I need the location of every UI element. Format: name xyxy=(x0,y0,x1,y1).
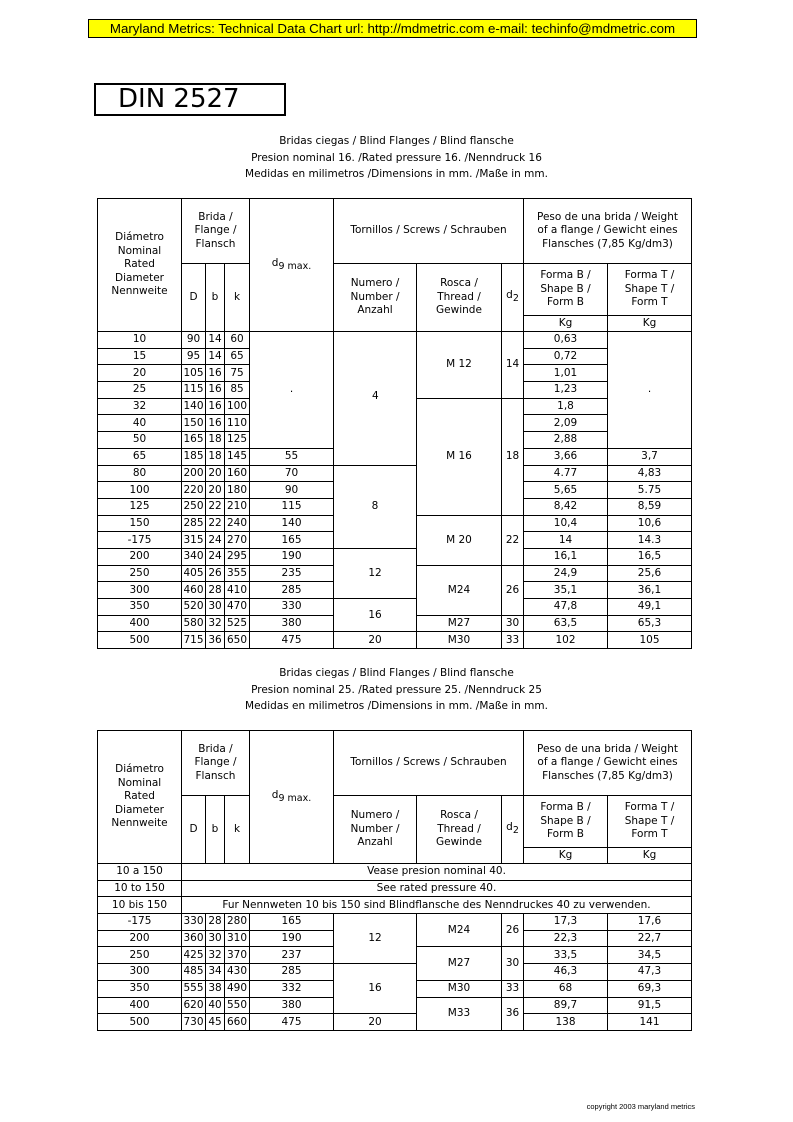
header-bar: Maryland Metrics: Technical Data Chart url: http://mdmetric.com e-mail: techinfo@mdmetric.com xyxy=(88,19,697,38)
cell-D: 340 xyxy=(182,548,206,565)
cell-k: 660 xyxy=(225,1014,250,1031)
cell-k: 650 xyxy=(225,632,250,649)
cell-D: 580 xyxy=(182,615,206,632)
cell-b: 18 xyxy=(206,448,225,465)
hdr-form-b: Forma B / Shape B / Form B xyxy=(524,796,608,848)
cell-D: 715 xyxy=(182,632,206,649)
cell-form-b: 8,42 xyxy=(524,498,608,515)
cell-form-t: 8,59 xyxy=(608,498,692,515)
cell-D: 220 xyxy=(182,482,206,499)
cell-dn: 150 xyxy=(98,515,182,532)
cell-number: 12 xyxy=(334,914,417,964)
cell-form-b: 4.77 xyxy=(524,465,608,482)
cell-k: 490 xyxy=(225,980,250,997)
cell-b: 24 xyxy=(206,532,225,549)
cell-D: 140 xyxy=(182,398,206,415)
hdr-flange: Brida / Flange / Flansch xyxy=(182,199,250,264)
pn25-table xyxy=(97,730,692,1031)
cell-d9: 285 xyxy=(250,964,334,981)
cell-form-b: 14 xyxy=(524,532,608,549)
note-cell: Fur Nennweten 10 bis 150 sind Blindflansche des Nenndruckes 40 zu verwenden. xyxy=(182,897,692,914)
cell-d2: 30 xyxy=(502,615,524,632)
hdr-thread: Rosca / Thread / Gewinde xyxy=(417,264,502,332)
cell-k: 60 xyxy=(225,332,250,349)
cell-b: 38 xyxy=(206,980,225,997)
cell-dn: 80 xyxy=(98,465,182,482)
cell-form-t: 4,83 xyxy=(608,465,692,482)
cell-d9: 237 xyxy=(250,947,334,964)
cell-d2: 30 xyxy=(502,947,524,980)
cell-D: 330 xyxy=(182,914,206,931)
note-cell: Vease presion nominal 40. xyxy=(182,864,692,881)
cell-form-b: 10,4 xyxy=(524,515,608,532)
cell-k: 210 xyxy=(225,498,250,515)
cell-d2: 18 xyxy=(502,398,524,515)
cell-form-t: 22,7 xyxy=(608,930,692,947)
cell-dn: 500 xyxy=(98,632,182,649)
cell-b: 28 xyxy=(206,582,225,599)
caption-line: Medidas en milimetros /Dimensions in mm. /Maße in mm. xyxy=(245,700,548,712)
cell-form-b: 1,01 xyxy=(524,365,608,382)
cell-b: 20 xyxy=(206,465,225,482)
cell-form-b: 63,5 xyxy=(524,615,608,632)
cell-thread: M 20 xyxy=(417,515,502,565)
hdr-diameter: Diámetro Nominal Rated Diameter Nennweite xyxy=(98,731,182,864)
cell-number: 20 xyxy=(334,1014,417,1031)
cell-k: 270 xyxy=(225,532,250,549)
cell-form-t: 36,1 xyxy=(608,582,692,599)
cell-thread: M30 xyxy=(417,632,502,649)
cell-d9: 332 xyxy=(250,980,334,997)
caption-line: Medidas en milimetros /Dimensions in mm. /Maße in mm. xyxy=(245,168,548,180)
cell-d2: 33 xyxy=(502,980,524,997)
cell-thread: M 12 xyxy=(417,332,502,399)
cell-number: 20 xyxy=(334,632,417,649)
cell-dn: 50 xyxy=(98,432,182,449)
cell-thread: M 16 xyxy=(417,398,502,515)
cell-k: 145 xyxy=(225,448,250,465)
cell-D: 105 xyxy=(182,365,206,382)
cell-d9: 115 xyxy=(250,498,334,515)
cell-d9: 380 xyxy=(250,997,334,1014)
cell-form-b: 89,7 xyxy=(524,997,608,1014)
cell-form-b: 35,1 xyxy=(524,582,608,599)
cell-form-b: 47,8 xyxy=(524,599,608,616)
caption-line: Bridas ciegas / Blind Flanges / Blind flansche xyxy=(279,135,514,147)
cell-k: 355 xyxy=(225,565,250,582)
cell-k: 525 xyxy=(225,615,250,632)
cell-d2: 36 xyxy=(502,997,524,1030)
cell-form-t: 17,6 xyxy=(608,914,692,931)
cell-b: 32 xyxy=(206,947,225,964)
cell-k: 470 xyxy=(225,599,250,616)
cell-dn: 400 xyxy=(98,997,182,1014)
cell-d2: 26 xyxy=(502,914,524,947)
cell-dn: 400 xyxy=(98,615,182,632)
cell-d9: 165 xyxy=(250,532,334,549)
cell-form-t: 49,1 xyxy=(608,599,692,616)
cell-form-t: 10,6 xyxy=(608,515,692,532)
cell-d9: 475 xyxy=(250,1014,334,1031)
cell-D: 485 xyxy=(182,964,206,981)
cell-dn: 100 xyxy=(98,482,182,499)
cell-dn: 250 xyxy=(98,565,182,582)
cell-b: 45 xyxy=(206,1014,225,1031)
cell-dn: 10 to 150 xyxy=(98,880,182,897)
hdr-d9: $d_{9 max.}$ xyxy=(250,199,334,332)
cell-thread: M24 xyxy=(417,914,502,947)
cell-form-b: 1,23 xyxy=(524,382,608,399)
cell-form-t: 105 xyxy=(608,632,692,649)
cell-dn: 10 a 150 xyxy=(98,864,182,881)
cell-number: 16 xyxy=(334,599,417,632)
cell-D: 200 xyxy=(182,465,206,482)
cell-D: 520 xyxy=(182,599,206,616)
cell-form-b: 0,72 xyxy=(524,348,608,365)
cell-b: 26 xyxy=(206,565,225,582)
cell-dn: 10 xyxy=(98,332,182,349)
cell-k: 75 xyxy=(225,365,250,382)
cell-form-t: 25,6 xyxy=(608,565,692,582)
cell-k: 240 xyxy=(225,515,250,532)
cell-D: 730 xyxy=(182,1014,206,1031)
cell-dn: 300 xyxy=(98,582,182,599)
cell-dn: 200 xyxy=(98,930,182,947)
hdr-k: k xyxy=(225,796,250,864)
cell-b: 14 xyxy=(206,332,225,349)
hdr-k: k xyxy=(225,264,250,332)
cell-dn: 125 xyxy=(98,498,182,515)
cell-form-b: 138 xyxy=(524,1014,608,1031)
cell-b: 32 xyxy=(206,615,225,632)
cell-b: 16 xyxy=(206,415,225,432)
hdr-b: b xyxy=(206,264,225,332)
cell-form-b: 17,3 xyxy=(524,914,608,931)
cell-b: 22 xyxy=(206,498,225,515)
cell-number-empty xyxy=(334,332,417,399)
cell-d9: 380 xyxy=(250,615,334,632)
cell-number: 8 xyxy=(334,465,417,548)
cell-b: 14 xyxy=(206,348,225,365)
cell-k: 550 xyxy=(225,997,250,1014)
cell-form-b: 22,3 xyxy=(524,930,608,947)
cell-form-t: 3,7 xyxy=(608,448,692,465)
cell-form-b: 1,8 xyxy=(524,398,608,415)
cell-d9: . xyxy=(250,332,334,449)
note-cell: See rated pressure 40. xyxy=(182,880,692,897)
cell-D: 425 xyxy=(182,947,206,964)
hdr-flange: Brida / Flange / Flansch xyxy=(182,731,250,796)
table2-caption xyxy=(0,665,793,715)
cell-form-b: 16,1 xyxy=(524,548,608,565)
hdr-diameter: Diámetro Nominal Rated Diameter Nennweite xyxy=(98,199,182,332)
cell-dn: 350 xyxy=(98,980,182,997)
cell-b: 28 xyxy=(206,914,225,931)
cell-b: 34 xyxy=(206,964,225,981)
cell-k: 430 xyxy=(225,964,250,981)
cell-b: 22 xyxy=(206,515,225,532)
cell-D: 360 xyxy=(182,930,206,947)
cell-b: 16 xyxy=(206,398,225,415)
cell-d9: 55 xyxy=(250,448,334,465)
hdr-d2: $d_2$ xyxy=(502,264,524,332)
cell-form-t: 141 xyxy=(608,1014,692,1031)
cell-k: 280 xyxy=(225,914,250,931)
cell-k: 160 xyxy=(225,465,250,482)
cell-dn: 250 xyxy=(98,947,182,964)
cell-D: 555 xyxy=(182,980,206,997)
cell-form-t: 34,5 xyxy=(608,947,692,964)
cell-b: 16 xyxy=(206,382,225,399)
cell-form-b: 24,9 xyxy=(524,565,608,582)
cell-d9: 140 xyxy=(250,515,334,532)
cell-dn: 40 xyxy=(98,415,182,432)
cell-thread: M33 xyxy=(417,997,502,1030)
cell-form-b: 2,09 xyxy=(524,415,608,432)
cell-b: 24 xyxy=(206,548,225,565)
hdr-D: D xyxy=(182,796,206,864)
cell-dn: 25 xyxy=(98,382,182,399)
table1-caption xyxy=(0,133,793,183)
cell-D: 95 xyxy=(182,348,206,365)
cell-form-b: 68 xyxy=(524,980,608,997)
cell-form-b: 46,3 xyxy=(524,964,608,981)
cell-form-b: 5,65 xyxy=(524,482,608,499)
cell-dn: 20 xyxy=(98,365,182,382)
copyright: copyright 2003 maryland metrics xyxy=(586,1102,695,1111)
cell-b: 30 xyxy=(206,930,225,947)
cell-D: 165 xyxy=(182,432,206,449)
hdr-weight: Peso de una brida / Weight of a flange / Gewicht eines Flansches (7,85 Kg/dm3) xyxy=(524,731,692,796)
hdr-kg: Kg xyxy=(524,316,608,332)
cell-d2: 33 xyxy=(502,632,524,649)
hdr-screws: Tornillos / Screws / Schrauben xyxy=(334,731,524,796)
caption-line: Presion nominal 25. /Rated pressure 25. /Nenndruck 25 xyxy=(251,683,542,696)
hdr-kg: Kg xyxy=(524,848,608,864)
cell-dn: 32 xyxy=(98,398,182,415)
cell-dn: 300 xyxy=(98,964,182,981)
cell-k: 310 xyxy=(225,930,250,947)
hdr-b: b xyxy=(206,796,225,864)
cell-form-t: . xyxy=(608,332,692,449)
cell-D: 185 xyxy=(182,448,206,465)
hdr-form-t: Forma T / Shape T / Form T xyxy=(608,796,692,848)
hdr-form-t: Forma T / Shape T / Form T xyxy=(608,264,692,316)
hdr-weight: Peso de una brida / Weight of a flange / Gewicht eines Flansches (7,85 Kg/dm3) xyxy=(524,199,692,264)
cell-form-t: 16,5 xyxy=(608,548,692,565)
cell-D: 315 xyxy=(182,532,206,549)
cell-d9: 90 xyxy=(250,482,334,499)
cell-D: 115 xyxy=(182,382,206,399)
cell-b: 20 xyxy=(206,482,225,499)
hdr-screws: Tornillos / Screws / Schrauben xyxy=(334,199,524,264)
cell-b: 18 xyxy=(206,432,225,449)
hdr-d9: $d_{9 max.}$ xyxy=(250,731,334,864)
din-title: DIN 2527 xyxy=(94,83,286,116)
cell-form-b: 3,66 xyxy=(524,448,608,465)
cell-dn: -175 xyxy=(98,914,182,931)
pn16-table xyxy=(97,198,692,649)
cell-D: 90 xyxy=(182,332,206,349)
cell-d9: 330 xyxy=(250,599,334,616)
cell-D: 285 xyxy=(182,515,206,532)
cell-k: 85 xyxy=(225,382,250,399)
cell-dn: 15 xyxy=(98,348,182,365)
cell-form-b: 2,88 xyxy=(524,432,608,449)
cell-k: 65 xyxy=(225,348,250,365)
cell-form-t: 91,5 xyxy=(608,997,692,1014)
cell-k: 410 xyxy=(225,582,250,599)
cell-b: 36 xyxy=(206,632,225,649)
cell-dn: 500 xyxy=(98,1014,182,1031)
cell-thread: M27 xyxy=(417,615,502,632)
cell-b: 40 xyxy=(206,997,225,1014)
cell-d9: 285 xyxy=(250,582,334,599)
cell-d2: 14 xyxy=(502,332,524,399)
hdr-kg: Kg xyxy=(608,316,692,332)
cell-D: 460 xyxy=(182,582,206,599)
cell-form-t: 69,3 xyxy=(608,980,692,997)
number-four-label: 4 xyxy=(372,390,379,402)
cell-form-t: 5.75 xyxy=(608,482,692,499)
caption-line: Presion nominal 16. /Rated pressure 16. /Nenndruck 16 xyxy=(251,151,542,164)
cell-dn: 65 xyxy=(98,448,182,465)
caption-line: Bridas ciegas / Blind Flanges / Blind flansche xyxy=(279,667,514,679)
cell-form-t: 47,3 xyxy=(608,964,692,981)
hdr-thread: Rosca / Thread / Gewinde xyxy=(417,796,502,864)
hdr-D: D xyxy=(182,264,206,332)
cell-form-b: 33,5 xyxy=(524,947,608,964)
cell-d9: 475 xyxy=(250,632,334,649)
cell-k: 295 xyxy=(225,548,250,565)
cell-D: 150 xyxy=(182,415,206,432)
hdr-number: Numero / Number / Anzahl xyxy=(334,264,417,332)
hdr-form-b: Forma B / Shape B / Form B xyxy=(524,264,608,316)
cell-dn: -175 xyxy=(98,532,182,549)
cell-thread: M30 xyxy=(417,980,502,997)
cell-thread: M24 xyxy=(417,565,502,615)
cell-form-b: 0,63 xyxy=(524,332,608,349)
cell-dn: 10 bis 150 xyxy=(98,897,182,914)
hdr-kg: Kg xyxy=(608,848,692,864)
cell-b: 16 xyxy=(206,365,225,382)
cell-d9: 235 xyxy=(250,565,334,582)
cell-dn: 350 xyxy=(98,599,182,616)
cell-d2: 26 xyxy=(502,565,524,615)
cell-number: 16 xyxy=(334,964,417,1014)
cell-d9: 190 xyxy=(250,548,334,565)
cell-d9: 165 xyxy=(250,914,334,931)
cell-k: 100 xyxy=(225,398,250,415)
cell-d9: 190 xyxy=(250,930,334,947)
cell-form-b: 102 xyxy=(524,632,608,649)
cell-form-t: 65,3 xyxy=(608,615,692,632)
cell-number-lower xyxy=(334,415,417,465)
cell-D: 620 xyxy=(182,997,206,1014)
cell-b: 30 xyxy=(206,599,225,616)
cell-k: 110 xyxy=(225,415,250,432)
cell-k: 180 xyxy=(225,482,250,499)
cell-dn: 200 xyxy=(98,548,182,565)
hdr-number: Numero / Number / Anzahl xyxy=(334,796,417,864)
cell-d2: 22 xyxy=(502,515,524,565)
cell-d9: 70 xyxy=(250,465,334,482)
cell-D: 250 xyxy=(182,498,206,515)
cell-D: 405 xyxy=(182,565,206,582)
cell-k: 125 xyxy=(225,432,250,449)
cell-number: 12 xyxy=(334,548,417,598)
cell-k: 370 xyxy=(225,947,250,964)
cell-thread: M27 xyxy=(417,947,502,980)
hdr-d2: $d_2$ xyxy=(502,796,524,864)
cell-form-t: 14.3 xyxy=(608,532,692,549)
